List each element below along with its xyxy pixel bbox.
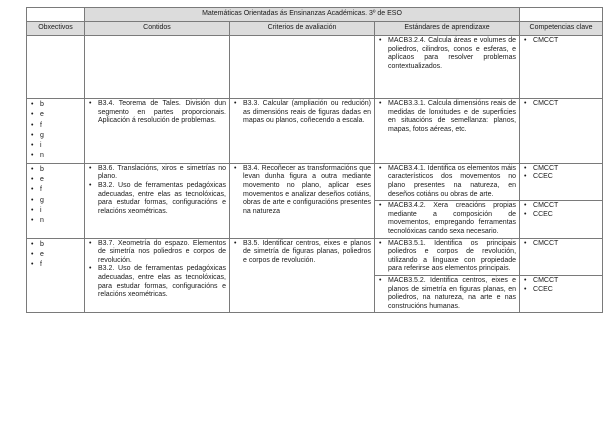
standard-item: • MACB3.2.4. Calcula áreas e volumes de poliedros, cilindros, conos e esferas, e aplícaos para resolver problemas contextualizados. <box>378 37 516 71</box>
objective-item: • b <box>30 165 81 175</box>
standards-cell <box>375 163 520 200</box>
contents-cell <box>85 163 230 238</box>
competence-item: • CMCCT <box>523 240 599 249</box>
criteria-cell <box>230 36 375 99</box>
criterion-item: • B3.3. Calcular (ampliación ou redución) as dimensións reais de figuras dadas en mapas ou planos, coñecendo a escala. <box>233 100 371 126</box>
objectives-cell <box>27 238 85 313</box>
objective-item: • f <box>30 121 81 131</box>
standard-item: • MACB3.3.1. Calcula dimensións reais de medidas de lonxitudes e de superficies en situacións de semellanza: planos, mapas, fotos aéreas, etc. <box>378 100 516 134</box>
competences-cell <box>520 201 603 238</box>
objective-item: • f <box>30 260 81 270</box>
criteria-cell <box>230 238 375 313</box>
contents-cell <box>85 36 230 99</box>
table-row <box>27 99 603 164</box>
objective-item: • e <box>30 110 81 120</box>
objective-item: • e <box>30 175 81 185</box>
competence-item: • CCEC <box>523 173 599 182</box>
standards-cell <box>375 275 520 312</box>
curriculum-table <box>26 7 603 313</box>
header-standards: Estándares de aprendizaxe <box>375 22 520 36</box>
standard-item: • MACB3.5.2. Identifica centros, eixes e planos de simetría en figuras planas, en poliedros, na natureza, na arte e nas construcións humanas. <box>378 277 516 311</box>
competence-item: • CMCCT <box>523 37 599 46</box>
table-row <box>27 238 603 275</box>
content-item: • B3.2. Uso de ferramentas pedagóxicas adecuadas, entre elas as tecnolóxicas, para estudar formas, configuracións e relacións xeométricas. <box>88 182 226 216</box>
criteria-cell <box>230 163 375 238</box>
objective-item: • g <box>30 196 81 206</box>
header-spacer <box>27 8 85 22</box>
objective-item: • b <box>30 240 81 250</box>
criteria-cell <box>230 99 375 164</box>
competence-item: • CMCCT <box>523 277 599 286</box>
standards-cell <box>375 99 520 164</box>
competence-item: • CMCCT <box>523 165 599 174</box>
content-item: • B3.7. Xeometría do espazo. Elementos de simetría nos poliedros e corpos de revolución. <box>88 240 226 266</box>
contents-cell <box>85 99 230 164</box>
objective-item: • g <box>30 131 81 141</box>
table-title: Matemáticas Orientadas ás Ensinanzas Académicas. 3º de ESO <box>85 8 520 22</box>
objective-item: • b <box>30 100 81 110</box>
competences-cell <box>520 163 603 200</box>
standards-cell <box>375 238 520 275</box>
criterion-item: • B3.5. Identificar centros, eixes e planos de simetría de figuras planas, poliedros e corpos de revolución. <box>233 240 371 266</box>
standard-item: • MACB3.4.1. Identifica os elementos máis característicos dos movementos no plano presentes na natureza, en deseños cotiáns ou obras de arte. <box>378 165 516 199</box>
objective-item: • n <box>30 216 81 226</box>
objective-item: • f <box>30 185 81 195</box>
objective-item: • n <box>30 151 81 161</box>
standard-item: • MACB3.5.1. Identifica os principais poliedros e corpos de revolución, utilizando a linguaxe con propiedade para referirse aos elementos principais. <box>378 240 516 274</box>
competences-cell <box>520 275 603 312</box>
objective-item: • i <box>30 141 81 151</box>
criterion-item: • B3.4. Recoñecer as transformacións que levan dunha figura a outra mediante movemento no plano, aplicar eses movementos e analizar deseños cotiáns, obras de arte e configuracións presentes na natureza <box>233 165 371 217</box>
content-item: • B3.6. Translacións, xiros e simetrías no plano. <box>88 165 226 182</box>
header-criteria: Criterios de avaliación <box>230 22 375 36</box>
competence-item: • CMCCT <box>523 100 599 109</box>
objective-item: • e <box>30 250 81 260</box>
competences-cell <box>520 36 603 99</box>
objectives-cell <box>27 36 85 99</box>
header-spacer-right <box>520 8 603 22</box>
standards-cell <box>375 36 520 99</box>
competences-cell <box>520 238 603 275</box>
standards-cell <box>375 201 520 238</box>
competence-item: • CCEC <box>523 286 599 295</box>
header-objectives: Obxectivos <box>27 22 85 36</box>
content-item: • B3.4. Teorema de Tales. División dun segmento en partes proporcionais. Aplicación á resolución de problemas. <box>88 100 226 126</box>
objectives-cell <box>27 163 85 238</box>
standard-item: • MACB3.4.2. Xera creacións propias mediante a composición de movementos, empregando ferramentas tecnolóxicas cando sexa necesario. <box>378 202 516 236</box>
objectives-cell <box>27 99 85 164</box>
table-row <box>27 36 603 99</box>
competence-item: • CCEC <box>523 211 599 220</box>
table-row <box>27 163 603 200</box>
competences-cell <box>520 99 603 164</box>
competence-item: • CMCCT <box>523 202 599 211</box>
header-competences: Competencias clave <box>520 22 603 36</box>
header-contents: Contidos <box>85 22 230 36</box>
content-item: • B3.2. Uso de ferramentas pedagóxicas adecuadas, entre elas as tecnolóxicas, para estudar formas, configuracións e relacións xeométricas. <box>88 265 226 299</box>
contents-cell <box>85 238 230 313</box>
objective-item: • i <box>30 206 81 216</box>
